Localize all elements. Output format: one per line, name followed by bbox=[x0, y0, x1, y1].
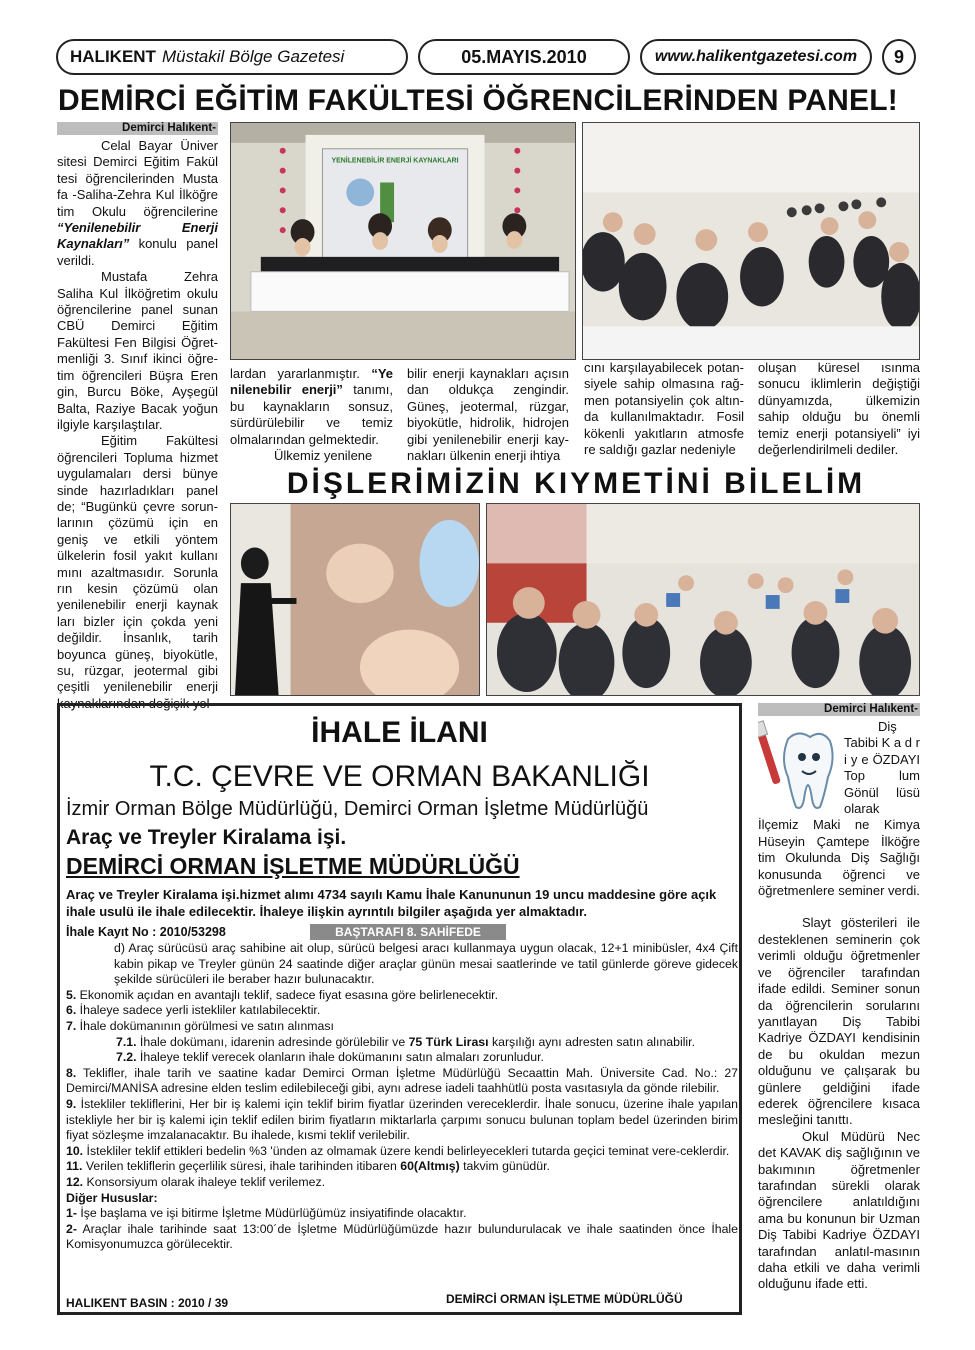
tender-footer-signature: DEMİRCİ ORMAN İŞLETME MÜDÜRLÜĞÜ bbox=[446, 1292, 683, 1306]
article2-column bbox=[758, 703, 920, 1293]
tender-title: İHALE İLANI bbox=[311, 716, 488, 749]
article1-text: Celal Bayar Üniver sitesi Demirci Eğitim Fakül tesi öğrencilerinden Musta fa -Saliha-Zehra Kul İlköğre tim Okulu öğrencilerine bbox=[57, 138, 218, 219]
masthead bbox=[56, 39, 916, 75]
tender-item-7-1: 7.1. İhale dokümanı, idarenin adresinde görülebilir ve 75 Türk Lirası karşılığı aynı adresten satın alınabilir. bbox=[116, 1034, 695, 1049]
tender-other-1: 1- İşe başlama ve işi bitirme İşletme Müdürlüğümüz insiyatifinde olacaktır. bbox=[66, 1206, 467, 1221]
article2-paragraph-2: Slayt gösterileri ile desteklenen seminerin çok verimli olduğu öğretmenler ve öğrenciler tarafından ifade edildi. Seminer sonun da öğrencilerin sorularını yanıtlayan Diş Tabibi Kadriye ÖZDAYI kendisinin de bu okuldan mezun olduğunu ve çalışarak bu günlere geldiğini ifade ederek öğrencilere kısaca mesleğini tanıttı. bbox=[758, 915, 920, 1128]
tender-notice bbox=[57, 703, 742, 1315]
article2-paragraph-3: Okul Müdürü Nec det KAVAK diş sağlığının ve bakımının öğretmenler tarafından sürekli olarak öğrencilere anlatıldığını ama bu konunun bir Uzman Diş Tabibi Kadriye ÖZDAYI tarafından anlatıl-masının daha etkili ve daha verimli olduğunu ifade etti. bbox=[758, 1128, 920, 1292]
tender-item-12: 12. Konsorsiyum olarak ihaleye teklif verilemez. bbox=[66, 1174, 326, 1189]
panel-stage-photo bbox=[230, 122, 576, 360]
tender-item-6: 6. İhaleye sadece yerli istekliler katılabilecektir. bbox=[66, 1003, 321, 1018]
seminar-slide-photo bbox=[230, 503, 480, 696]
article1-topic: “Yenilenebilir Enerji Kaynakları” bbox=[57, 220, 218, 252]
article1-column-2: lardan yararlanmıştır. “Ye nilenebilir enerji” tanımı, bu kaynakların sonsuz, sürdürülebilir ve temiz olmalarından gelmektedir. Ülkemiz yenilene bbox=[230, 366, 393, 464]
students-audience-photo bbox=[486, 503, 920, 696]
tender-intro: Araç ve Treyler Kiralama işi.hizmet alımı 4734 sayılı Kamu İhale Kanununun 19 uncu maddesine göre açık ihale usulü ile ihale edilecektir. İhaleye ilişkin ayrıntılı bilgiler aşağıda yer almaktadır. bbox=[66, 887, 717, 919]
tender-item-11: 11. Verilen tekliflerin geçerlilik süresi, ihale tarihinden itibaren 60(Altmış) takvim günüdür. bbox=[66, 1159, 550, 1174]
article1-column-3: bilir enerji kaynakları açısın dan oldukça zengindir. Güneş, jeotermal, rüzgar, biyokütle, hidrolik, hidrojen gibi yenilenebilir enerji kay-nakları ülkenin enerji ihtiya bbox=[407, 366, 569, 464]
article1-paragraph-3: Eğitim Fakültesi öğrencileri Topluma hizmet uygulamaları dersi bünye sinde hazırladıkları panel de; “Bugünkü çevre sorun-larının çözümü için en geniş ve etkili yöntem ülkelerin fosil yakıt kullanı mını azaltmasıdır. Sorunla rın kesin çözümü olan yenilenebilir enerji kaynak ları bizler için çokda yeni değildir. İnsanlık, tarih boyunca güneş, biyokütle, su, rüzgar, jeotermal gibi çeşitli yenilenebilir enerji kaynaklarından değişik yol- bbox=[57, 433, 218, 711]
headline-panel: DEMİRCİ EĞİTİM FAKÜLTESİ ÖĞRENCİLERİNDEN PANEL! bbox=[58, 84, 898, 117]
article1-column-1: Demirci Halıkent- Celal Bayar Üniver sitesi Demirci Eğitim Fakül tesi öğrencilerinden Musta fa -Saliha-Zehra Kul İlköğre tim Okulu öğrencilerine “Yenilenebilir Enerji Kaynakları” konulu panel verildi. Mustafa Zehra Saliha Kul İlköğretim okulu öğrencilerine panel sunan CBÜ Demirci Eğitim Fakültesi Fen Bilgisi Öğret-menliği 3. Sınıf ikinci öğre-tim öğrencileri Büşra Eren gin, Burcu Böke, Ayşegül Balta, Raziye Bacak yoğun ilgiyle karşılaştılar. Eğitim Fakültesi öğrencileri Topluma hizmet uygulamaları dersi bünye sinde hazırladıkları panel de; “Bugünkü çevre sorun-larının çözümü için en geniş ve etkili yöntem ülkelerin fosil yakıt kullanı mını azaltmasıdır. Sorunla rın kesin çözümü olan yenilenebilir enerji kaynak ları bizler için çokda yeni değildir. İnsanlık, tarih boyunca güneş, biyokütle, su, rüzgar, jeotermal gibi çeşitli yenilenebilir enerji kaynaklarından değişik yol- bbox=[57, 122, 218, 711]
slide-title: YENİLENEBİLİR ENERJİ KAYNAKLARI bbox=[331, 157, 459, 165]
headline-teeth: DİŞLERİMİZİN KIYMETİNİ BİLELİM bbox=[286, 467, 866, 500]
article1-column-5: oluşan küresel ısınma sonucu iklimlerin değiştiği dünyamızda, ülkemizin sahip olduğu bu önemli temiz enerji potansiyeli” iyi değerlendirilmeli dediler. bbox=[758, 360, 920, 458]
tender-item-8: 8. Teklifler, ihale tarih ve saatine kadar Demirci Orman İşletme Müdürlüğü Secaattin Mah. Üniversite Cad. No.: 27 Demirci/MANİSA adresine elden teslim edilebileceği gibi, aynı adrese iadeli taahhütlü posta vasıtasıyla da gönde rilebilir. bbox=[66, 1065, 738, 1096]
tender-registration-number: İhale Kayıt No : 2010/53298 bbox=[66, 925, 226, 939]
tender-ministry: T.C. ÇEVRE VE ORMAN BAKANLIĞI bbox=[149, 760, 650, 793]
tender-item-7-2: 7.2. İhaleye teklif verecek olanların ihale dokümanını satın almaları zorunludur. bbox=[116, 1050, 544, 1065]
tender-other-title: Diğer Hususlar: bbox=[66, 1190, 158, 1205]
tender-job: Araç ve Treyler Kiralama işi. bbox=[66, 826, 347, 849]
dateline: Demirci Halıkent- bbox=[57, 122, 218, 135]
tender-organization: İzmir Orman Bölge Müdürlüğü, Demirci Orman İşletme Müdürlüğü bbox=[66, 798, 649, 820]
tooth-icon bbox=[758, 719, 840, 815]
tender-item-7: 7. İhale dokümanının görülmesi ve satın alınması bbox=[66, 1018, 334, 1033]
website-link[interactable]: www.halikentgazetesi.com bbox=[640, 39, 872, 75]
tender-footer-press: HALIKENT BASIN : 2010 / 39 bbox=[66, 1296, 229, 1310]
tender-other-2: 2- Araçlar ihale tarihinde saat 13:00´de İşletme Müdürlüğümüzde hazır bulundurulacak ve ihale saatinden önce İhale Komisyonumuzca görülecektir. bbox=[66, 1221, 738, 1252]
tender-body bbox=[66, 941, 738, 1253]
tender-item-10: 10. İstekliler teklif ettikleri bedelin %3 'ünden az olmamak üzere kendi belirleyecekleri tutarda geçici teminat vere-ceklerdir. bbox=[66, 1143, 730, 1158]
page-number: 9 bbox=[882, 39, 916, 75]
paper-subtitle: Müstakil Bölge Gazetesi bbox=[161, 47, 345, 66]
article1-paragraph-2: Mustafa Zehra Saliha Kul İlköğretim okulu öğrencilerine panel sunan CBÜ Demirci Eğitim Fakültesi Fen Bilgisi Öğret-menliği 3. Sınıf ikinci öğre-tim öğrencileri Büşra Eren gin, Burcu Böke, Ayşegül Balta, Raziye Bacak yoğun ilgiyle karşılaştılar. bbox=[57, 269, 218, 432]
tender-item-d: d) Araç sürücüsü araç sahibine ait olup, sürücü belgesi aracı kullanmaya uygun olacak, 12+1 minibüsler, 4x4 Çift kabin pikap ve Treyler günün 24 saatinde diğer araçlar günün mesai saatlerinde ve tatil günlerde göreve gidecek şekilde sürücüleri ile beraber hazır bulunacaktır. bbox=[114, 941, 738, 987]
article1-term: “Ye nilenebilir enerji” bbox=[230, 366, 393, 398]
audience-photo bbox=[582, 122, 920, 360]
tender-department: DEMİRCİ ORMAN İŞLETME MÜDÜRLÜĞÜ bbox=[66, 853, 520, 879]
continued-banner: BAŞTARAFI 8. SAHİFEDE bbox=[310, 924, 506, 940]
tender-item-5: 5. Ekonomik açıdan en avantajlı teklif, sadece fiyat esasına göre belirlenecektir. bbox=[66, 987, 499, 1002]
paper-name-pill bbox=[56, 39, 408, 75]
article1-column-4: cını karşılayabilecek potan-siyele sahip olmasına rağ-men potansiyelin çok altın-da kullanılmaktadır. Fosil kökenli yakıtların atmosfe re saldığı gazlar nedeniyle bbox=[584, 360, 744, 458]
issue-date: 05.MAYIS.2010 bbox=[418, 39, 630, 75]
article2-paragraph-1: Diş Tabibi K a d r i y e ÖZDAYI Top lum Gönül lüsü olarak İlçemiz Maki ne Kimya Hüseyin Çamtepe İlköğre tim Okulunda Diş Sağlığı konusunda öğrenci ve öğretmenlere seminer verdi. bbox=[758, 719, 920, 899]
tender-item-9: 9. İstekliler tekliflerini, Her bir iş kalemi için teklif birim fiyatlar üzerinden vereceklerdir. İhale sonucu, üzerine ihale yapılan istekliyle her bir iş kalemi için teklif edilen birim fiyatların miktarlarla çarpımı sonucu bulunan toplam bedel üzerinden birim fiyat sözleşme imzalanacaktır. Bu ihalede, kısmi teklif verilebilir. bbox=[66, 1096, 738, 1143]
dateline: Demirci Halıkent- bbox=[758, 703, 920, 716]
paper-name: HALIKENT bbox=[70, 47, 156, 66]
